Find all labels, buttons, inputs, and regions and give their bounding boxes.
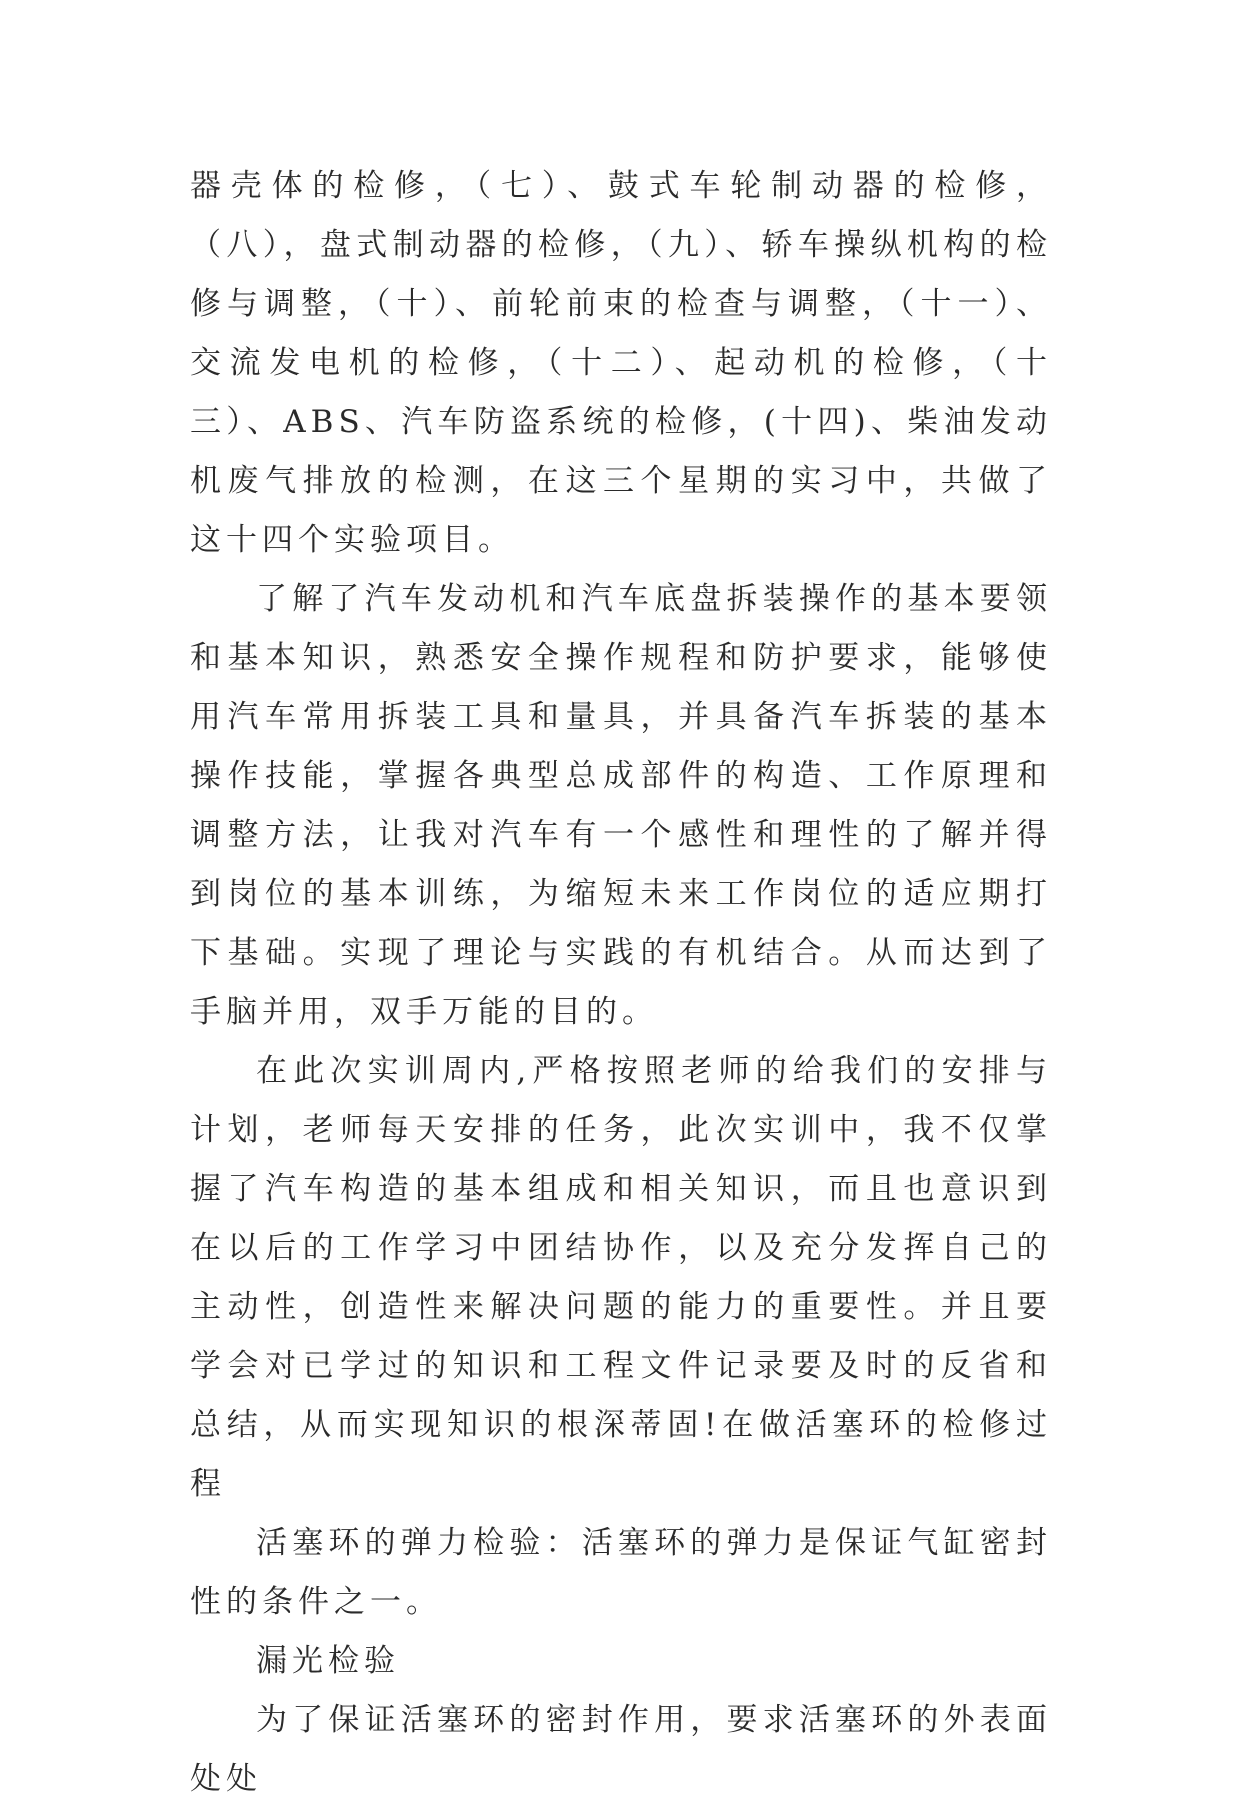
paragraph-2: 了解了汽车发动机和汽车底盘拆装操作的基本要领和基本知识，熟悉安全操作规程和防护要求，能够使用汽车常用拆装工具和量具，并具备汽车拆装的基本操作技能，掌握各典型总成部件的构造、工作原理和调整方法，让我对汽车有一个感性和理性的了解并得到岗位的基本训练，为缩短未来工作岗位的适应期打下基础。实现了理论与实践的有机结合。从而达到了手脑并用，双手万能的目的。 bbox=[190, 581, 1052, 1030]
paragraph-3: 在此次实训周内,严格按照老师的给我们的安排与计划，老师每天安排的任务，此次实训中，我不仅掌握了汽车构造的基本组成和相关知识，而且也意识到在以后的工作学习中团结协作，以及充分发挥自己的主动性，创造性来解决问题的能力的重要性。并且要学会对已学过的知识和工程文件记录要及时的反省和总结，从而实现知识的根深蒂固!在做活塞环的检修过程 bbox=[190, 1053, 1052, 1502]
paragraph-4: 活塞环的弹力检验：活塞环的弹力是保证气缸密封性的条件之一。 bbox=[190, 1525, 1052, 1620]
document-page bbox=[190, 157, 1052, 1809]
paragraph-5: 漏光检验 bbox=[256, 1643, 400, 1679]
paragraph-6: 为了保证活塞环的密封作用，要求活塞环的外表面处处 bbox=[190, 1702, 1052, 1797]
paragraph-1: 器壳体的检修，（七）、鼓式车轮制动器的检修，（八），盘式制动器的检修，（九）、轿车操纵机构的检修与调整，（十）、前轮前束的检查与调整，（十一）、交流发电机的检修，（十二）、起动机的检修，（十三）、ABS、汽车防盗系统的检修，(十四)、柴油发动机废气排放的检测，在这三个星期的实习中，共做了这十四个实验项目。 bbox=[190, 168, 1052, 558]
